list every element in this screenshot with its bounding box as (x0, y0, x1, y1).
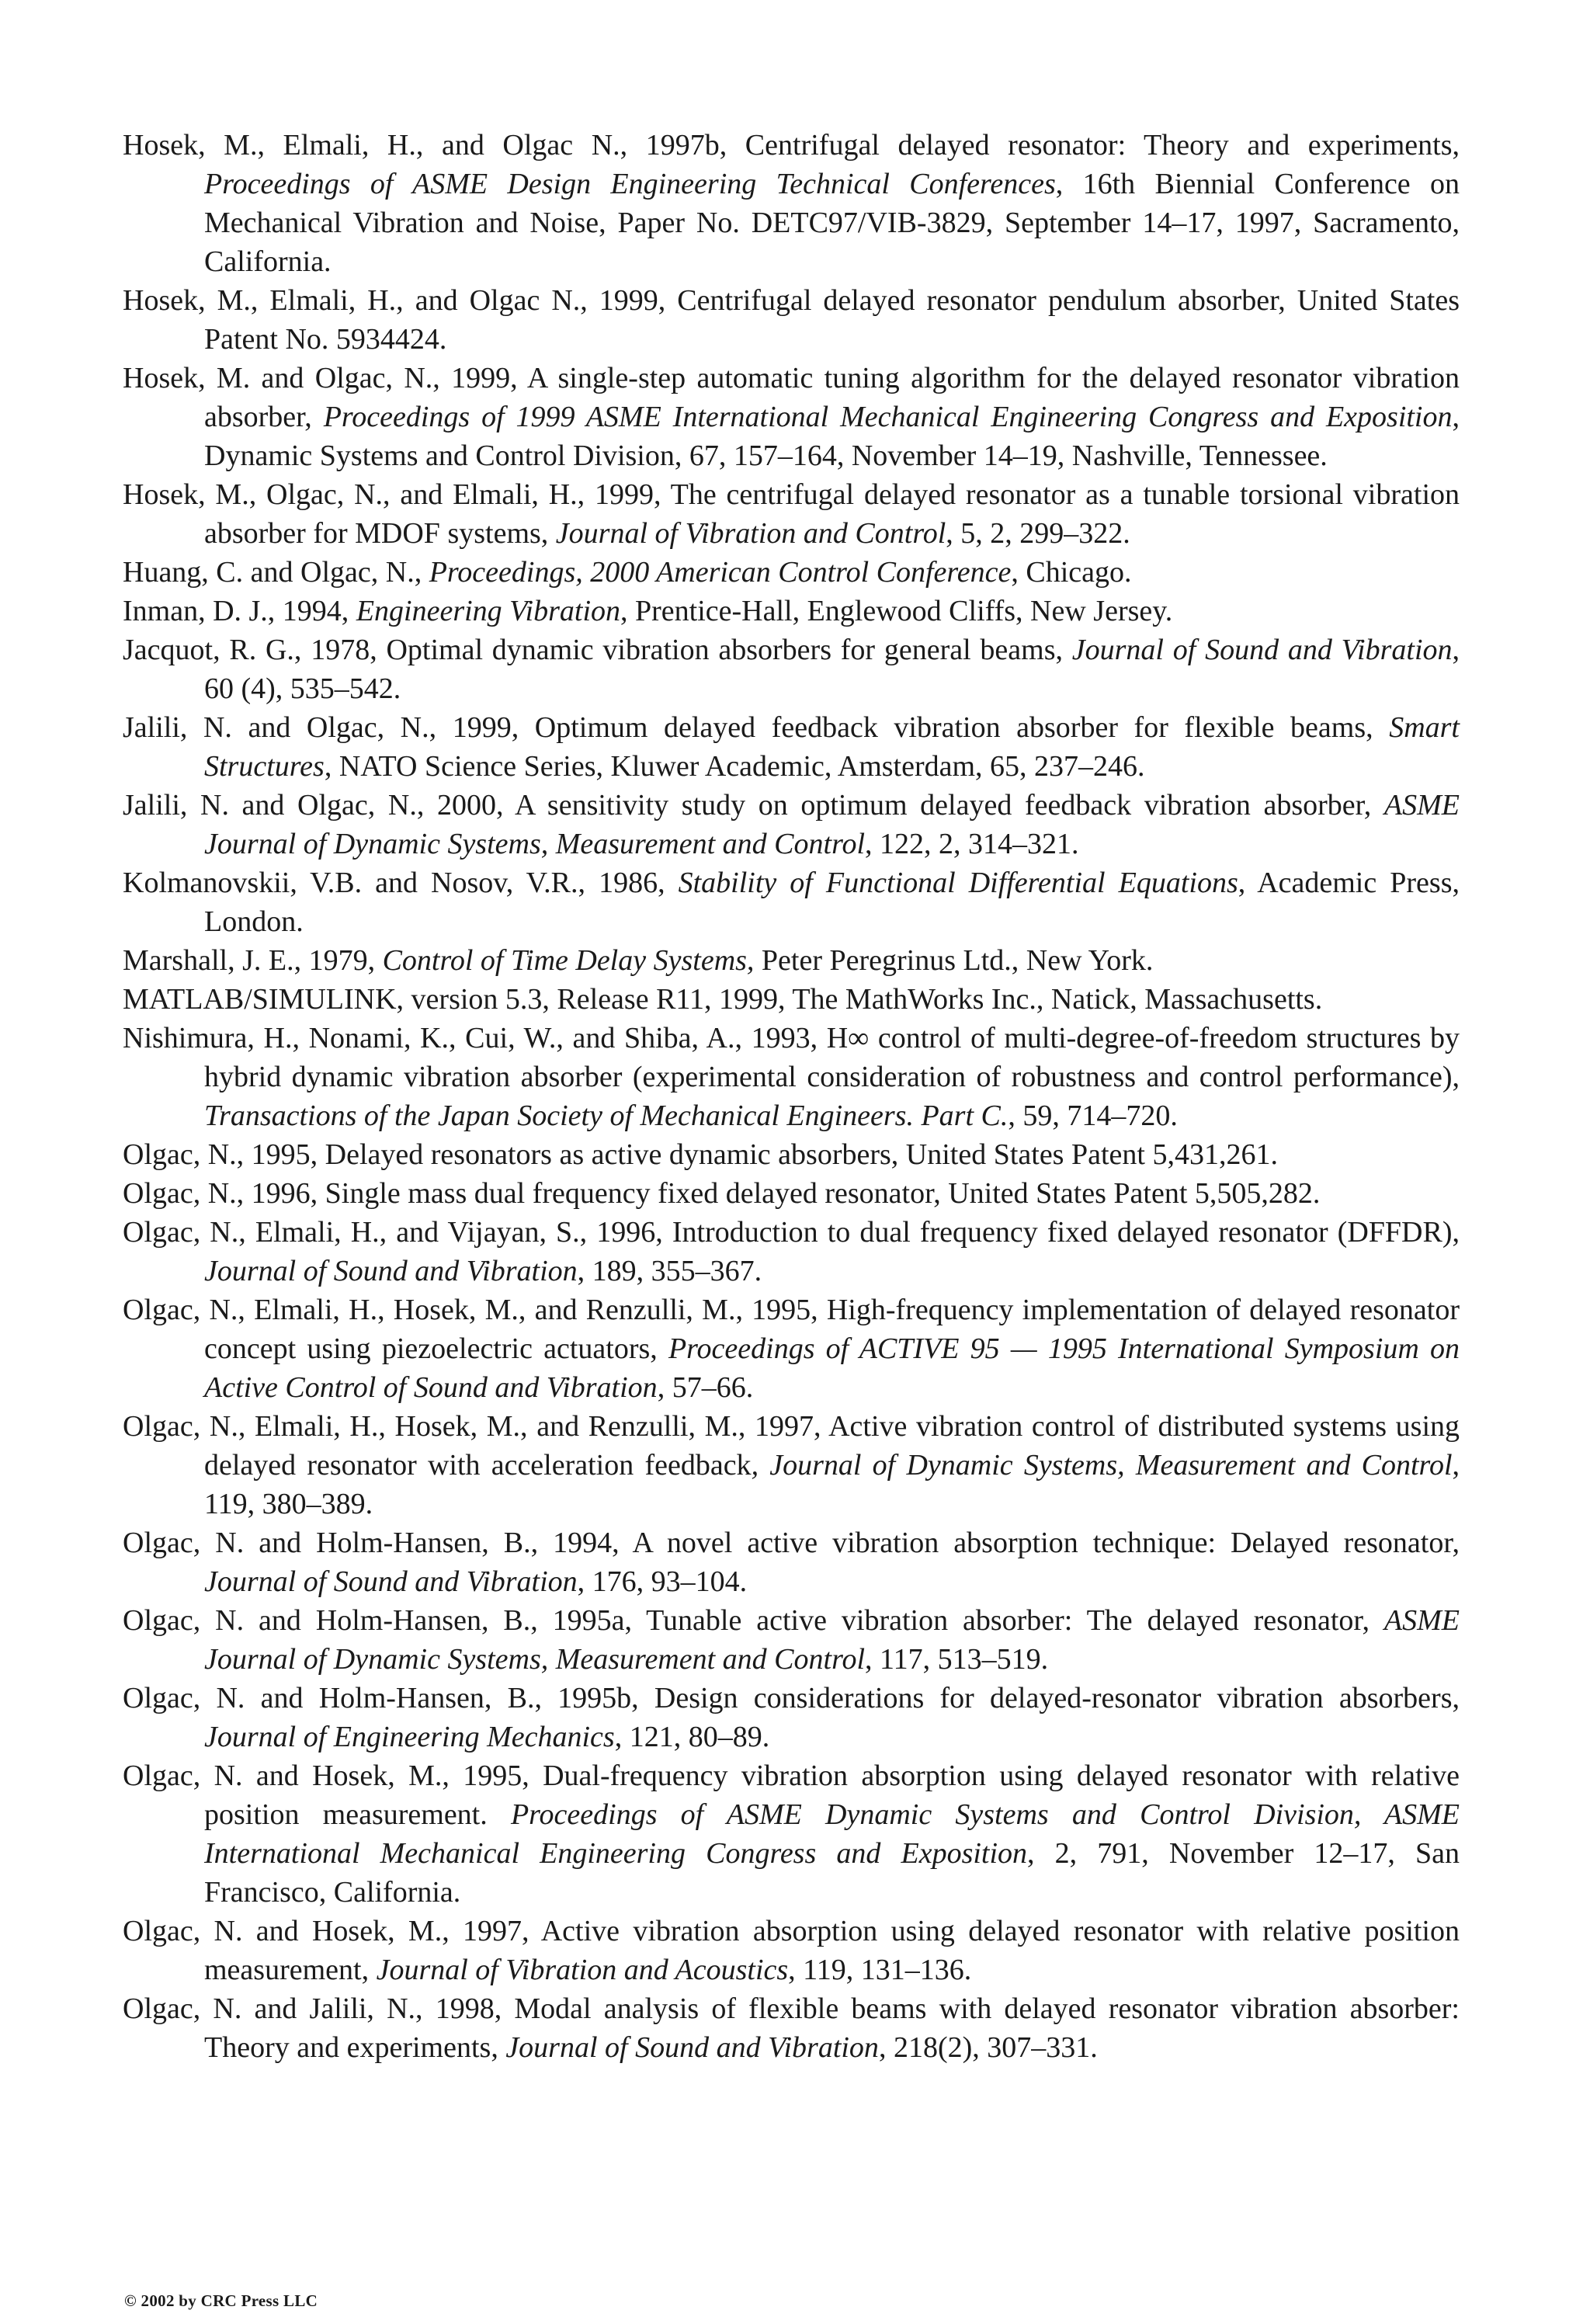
reference-details: , 16th Biennial Conference on Mechanical Vibration and Noise, Paper No. DETC97/VIB-3829, September 14–17, 1997, Sacramento, California. (204, 168, 1460, 278)
reference-source: Proceedings of ACTIVE 95 — 1995 International Symposium on Active Control of Sound and Vibration (204, 1332, 1460, 1404)
reference-source: Journal of Sound and Vibration (204, 1255, 578, 1287)
reference-entry (123, 1989, 1460, 2067)
reference-text: Olgac, N., 1996, Single mass dual frequency fixed delayed resonator, United States Patent 5,505,282. (123, 1177, 1321, 1210)
reference-entry (123, 1213, 1460, 1291)
reference-entry (123, 708, 1460, 786)
reference-entry (123, 1019, 1460, 1135)
reference-source: Proceedings of ASME Design Engineering Technical Conferences (204, 168, 1056, 200)
reference-details: , Dynamic Systems and Control Division, 67, 157–164, November 14–19, Nashville, Tennessee. (204, 401, 1460, 472)
reference-entry (123, 863, 1460, 941)
reference-entry (123, 475, 1460, 553)
reference-entry (123, 1174, 1460, 1213)
reference-details: , Chicago. (1011, 556, 1132, 589)
reference-details: , 60 (4), 535–542. (204, 634, 1460, 705)
reference-source: Stability of Functional Differential Equations (678, 867, 1238, 899)
reference-entry (123, 786, 1460, 863)
reference-details: , Academic Press, London. (204, 867, 1460, 938)
reference-text: Jalili, N. and Olgac, N., 1999, Optimum delayed feedback vibration absorber for flexible beams, (123, 711, 1390, 744)
reference-details: , 218(2), 307–331. (878, 2031, 1098, 2064)
reference-entry (123, 1407, 1460, 1523)
reference-text: Olgac, N., Elmali, H., Hosek, M., and Renzulli, M., 1997, Active vibration control of distributed systems using delayed resonator with acceleration feedback (123, 1410, 1460, 1482)
reference-entry (123, 1291, 1460, 1407)
reference-text: Olgac, N., Elmali, H., Hosek, M., and Renzulli, M., 1995, High-frequency implementation of delayed resonator concept using piezoelectric actuators, (123, 1294, 1460, 1365)
reference-details: , 117, 513–519. (865, 1643, 1049, 1676)
reference-source: Journal of Vibration and Acoustics (376, 1954, 789, 1986)
reference-details: , 57–66. (657, 1371, 754, 1404)
reference-source: Journal of Sound and Vibration (1071, 634, 1453, 666)
reference-source: Smart Structures (204, 711, 1460, 783)
reference-details: , 176, 93–104. (577, 1565, 748, 1598)
reference-text: Inman, D. J., 1994, (123, 595, 356, 627)
reference-text: Jalili, N. and Olgac, N., 2000, A sensitivity study on optimum delayed feedback vibration absorber, (123, 789, 1384, 822)
reference-entry (123, 1912, 1460, 1989)
reference-details: , 119, 380–389. (204, 1449, 1460, 1520)
reference-source: ASME Journal of Dynamic Systems, Measurement and Control (204, 1604, 1460, 1676)
reference-details: , 2, 791, November 12–17, San Francisco, California. (204, 1837, 1460, 1909)
reference-text: Olgac, N. and Hosek, M., 1997, Active vibration absorption using delayed resonator with relative position measurement, (123, 1915, 1460, 1986)
reference-source: , Journal of Dynamic Systems, Measurement and Control (751, 1449, 1453, 1482)
reference-entry (123, 359, 1460, 475)
reference-entry (123, 631, 1460, 708)
copyright-footer: © 2002 by CRC Press LLC (124, 2291, 318, 2310)
reference-entry (123, 1523, 1460, 1601)
reference-entry (123, 281, 1460, 359)
reference-list (123, 126, 1460, 2067)
reference-source: Control of Time Delay Systems, (382, 944, 755, 977)
reference-text: Jacquot, R. G., 1978, Optimal dynamic vibration absorbers for general beams, (123, 634, 1072, 666)
reference-details: , 122, 2, 314–321. (865, 828, 1079, 860)
reference-text: Hosek, M. and Olgac, N., 1999, A single-step automatic tuning algorithm for the delayed resonator vibration absorber, (123, 362, 1460, 433)
reference-details: Peter Peregrinus Ltd., New York. (754, 944, 1154, 977)
reference-text: Hosek, M., Elmali, H., and Olgac N., 1999, Centrifugal delayed resonator pendulum absorber, United States Patent No. 5934424. (123, 284, 1460, 356)
reference-text: Olgac, N. and Holm-Hansen, B., 1994, A novel active vibration absorption technique: Delayed resonator, (123, 1527, 1460, 1559)
reference-text: Olgac, N. and Holm-Hansen, B., 1995b, Design considerations for delayed-resonator vibration absorbers, (123, 1682, 1460, 1714)
reference-entry (123, 980, 1460, 1019)
reference-source: Transactions of the Japan Society of Mechanical Engineers. Part C. (204, 1099, 1009, 1132)
reference-details: , 119, 131–136. (788, 1954, 972, 1986)
reference-source: Engineering Vibration (356, 595, 621, 627)
reference-source: Journal of Vibration and Control (555, 517, 946, 550)
reference-source: ASME Journal of Dynamic Systems, Measurement and Control (204, 789, 1460, 860)
reference-source: Journal of Sound and Vibration (204, 1565, 578, 1598)
reference-text: Olgac, N. and Jalili, N., 1998, Modal analysis of flexible beams with delayed resonator vibration absorber: Theory and experiments, (123, 1992, 1460, 2064)
reference-source: Journal of Engineering Mechanics (204, 1721, 615, 1753)
reference-details: , 121, 80–89. (614, 1721, 770, 1753)
reference-text: Olgac, N., Elmali, H., and Vijayan, S., 1996, Introduction to dual frequency fixed delayed resonator (DFFDR), (123, 1216, 1460, 1249)
reference-entry (123, 1601, 1460, 1679)
reference-details: , NATO Science Series, Kluwer Academic, Amsterdam, 65, 237–246. (324, 750, 1145, 783)
reference-source: Proceedings of ASME Dynamic Systems and Control Division, ASME International Mechanical Engineering Congress and Exposition (204, 1798, 1460, 1870)
reference-entry (123, 126, 1460, 281)
reference-entry (123, 553, 1460, 592)
reference-details: , Prentice-Hall, Englewood Cliffs, New Jersey. (620, 595, 1173, 627)
reference-text: Hosek, M., Olgac, N., and Elmali, H., 1999, The centrifugal delayed resonator as a tunable torsional vibration absorber for MDOF systems, (123, 478, 1460, 550)
reference-details: , 189, 355–367. (577, 1255, 762, 1287)
reference-text: Hosek, M., Elmali, H., and Olgac N., 1997b, Centrifugal delayed resonator: Theory and experiments, (123, 129, 1460, 162)
reference-entry (123, 1135, 1460, 1174)
reference-details: , 5, 2, 299–322. (946, 517, 1130, 550)
reference-text: Olgac, N. and Hosek, M., 1995, Dual-frequency vibration absorption using delayed resonator with relative position measurement. (123, 1760, 1460, 1831)
reference-entry (123, 1756, 1460, 1912)
reference-text: MATLAB/SIMULINK, version 5.3, Release R11, 1999, The MathWorks Inc., Natick, Massachusetts. (123, 983, 1323, 1016)
reference-text: Marshall, J. E., 1979, (123, 944, 383, 977)
reference-entry (123, 592, 1460, 631)
reference-text: Olgac, N. and Holm-Hansen, B., 1995a, Tunable active vibration absorber: The delayed resonator, (123, 1604, 1384, 1637)
reference-entry (123, 941, 1460, 980)
reference-text: Nishimura, H., Nonami, K., Cui, W., and Shiba, A., 1993, H∞ control of multi-degree-of-freedom structures by hybrid dynamic vibration absorber (experimental consideration of robustness and control performance), (123, 1022, 1460, 1093)
reference-entry (123, 1679, 1460, 1756)
reference-text: Olgac, N., 1995, Delayed resonators as active dynamic absorbers, United States Patent 5,431,261. (123, 1138, 1278, 1171)
reference-details: , 59, 714–720. (1008, 1099, 1178, 1132)
reference-source: Proceedings, 2000 American Control Conference (429, 556, 1012, 589)
reference-text: Huang, C. and Olgac, N., (123, 556, 429, 589)
reference-text: Kolmanovskii, V.B. and Nosov, V.R., 1986, (123, 867, 679, 899)
reference-source: Proceedings of 1999 ASME International Mechanical Engineering Congress and Exposition (323, 401, 1453, 433)
reference-source: Journal of Sound and Vibration (505, 2031, 879, 2064)
